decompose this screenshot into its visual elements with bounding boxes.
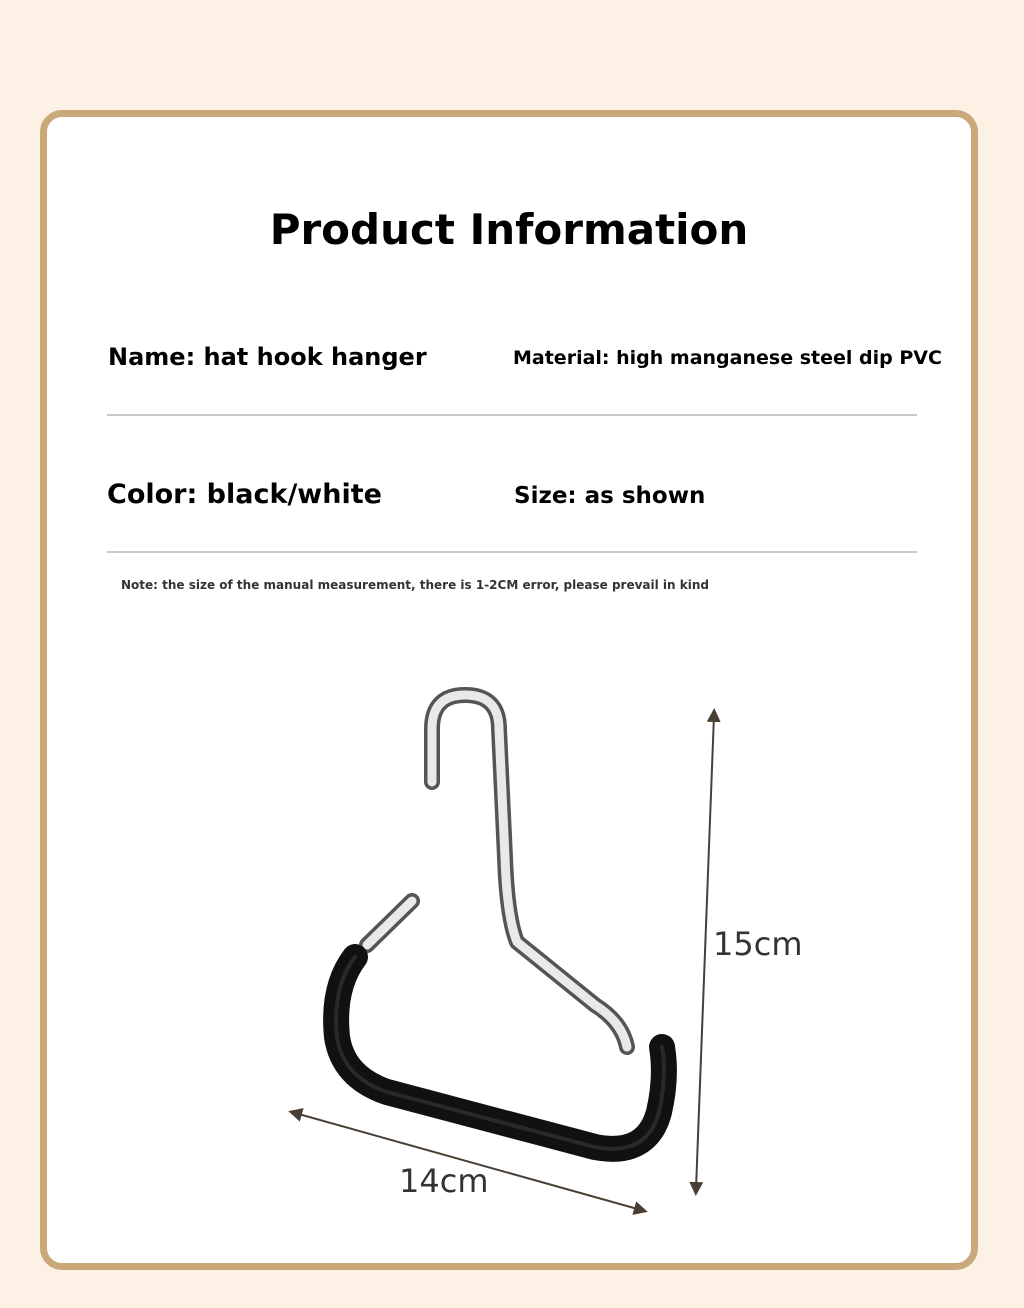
size-field: Size: as shown	[514, 483, 706, 509]
hook-metal-icon	[367, 695, 627, 1047]
product-info-card	[40, 110, 978, 1270]
page-title: Product Information	[269, 205, 749, 254]
color-field: Color: black/white	[107, 479, 382, 510]
width-dimension-label: 14cm	[399, 1162, 489, 1200]
height-dimension-label: 15cm	[713, 925, 803, 963]
name-field: Name: hat hook hanger	[108, 343, 427, 371]
hook-illustration	[47, 117, 985, 1277]
height-arrow-icon	[696, 715, 714, 1189]
material-field: Material: high manganese steel dip PVC	[513, 347, 942, 369]
measurement-note: Note: the size of the manual measurement, there is 1-2CM error, please prevail in kind	[121, 578, 709, 592]
